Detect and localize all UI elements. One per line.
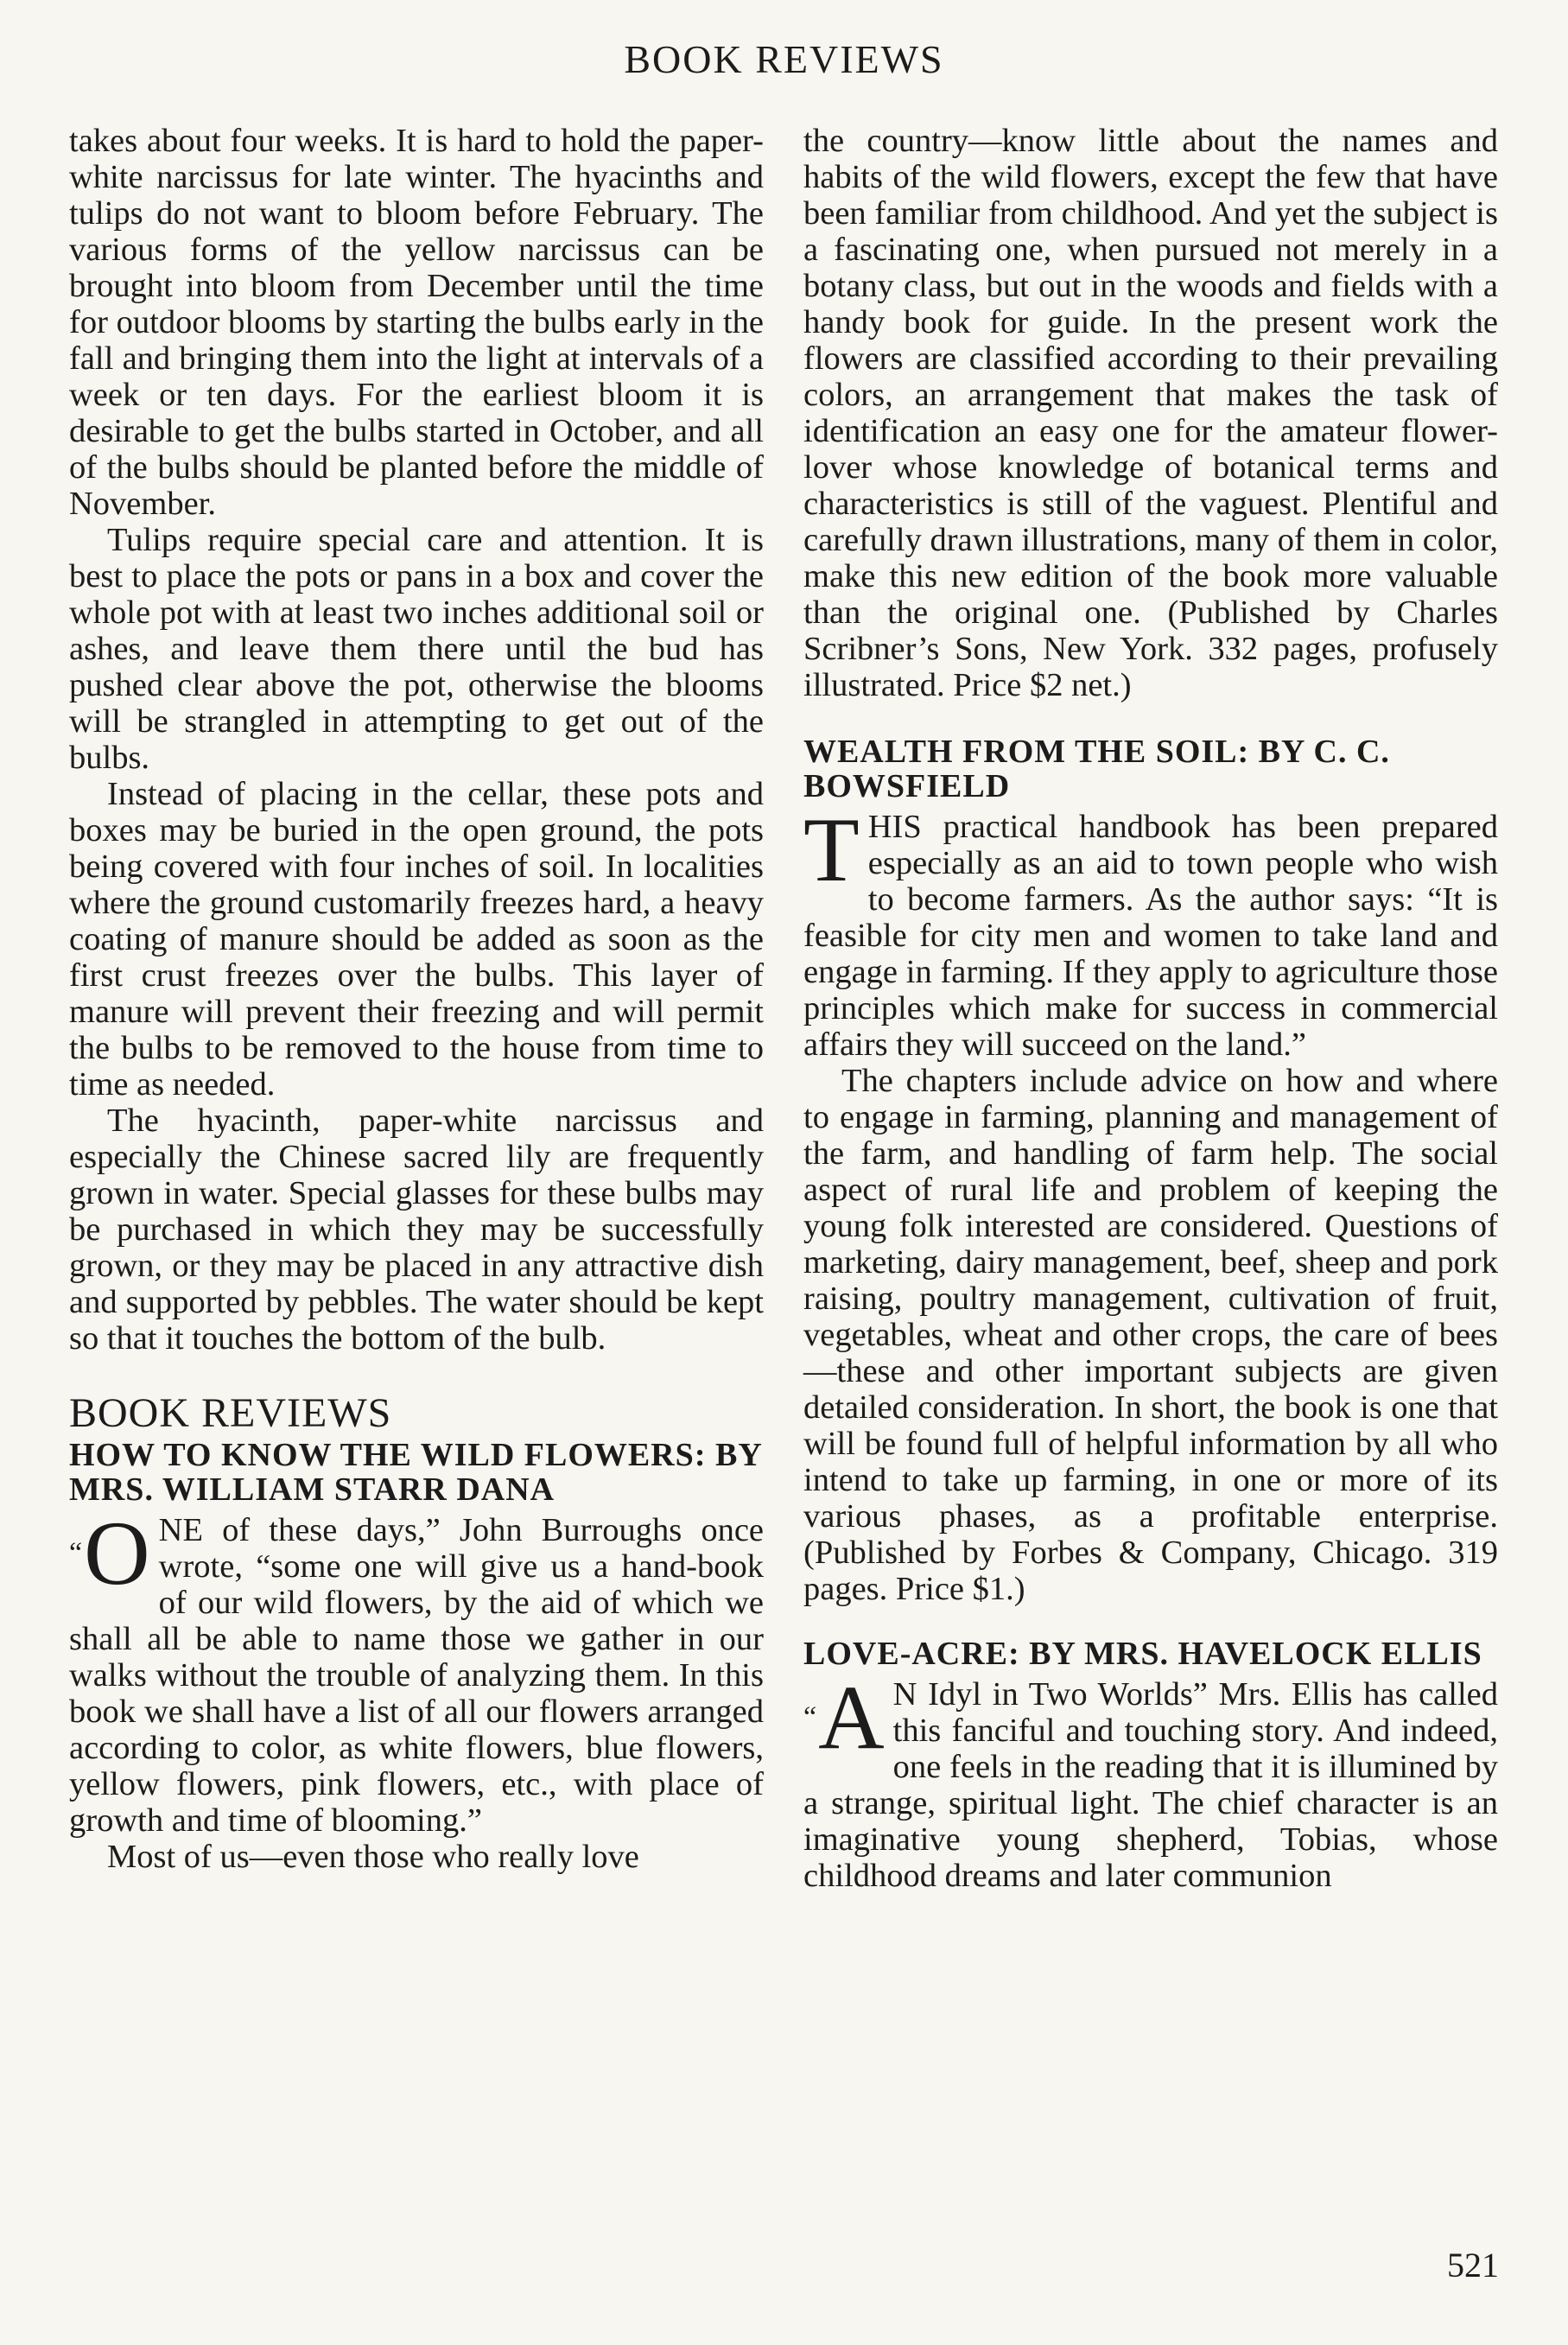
drop-cap (803, 1667, 893, 1768)
right-column (803, 123, 1498, 1894)
open-quote: “ (803, 1701, 817, 1733)
drop-cap-letter: O (84, 1503, 150, 1604)
section-title: BOOK REVIEWS (69, 1390, 392, 1436)
paragraph: The chapters include advice on how and where to engage in farming, planning and management of the farm, and handling of farm help. The social aspect of rural life and problem of keeping the young folk interested are considered. Questions of marketing, dairy management, beef, sheep and pork raising, poultry management, cultivation of fruit, vegetables, wheat and other crops, the care of bees—these and other important subjects are given detailed consideration. In short, the book is one that will be found full of helpful information by all who intend to take up farming, in one or more of its various phases, as a profitable enterprise. (Published by Forbes & Company, Chicago. 319 pages. Price $1.) (803, 1063, 1498, 1607)
review-opening-paragraph (69, 1503, 764, 1839)
paragraph-text: HIS practical handbook has been prepared especially as an aid to town people who wish to become farmers. As the author says: “It is feasible for city men and women to take land and engage in farming. If they apply to agriculture those principles which make for success in commercial affairs they will succeed on the land.” (803, 809, 1498, 1063)
review-title: WEALTH FROM THE SOIL: BY C. C. BOWSFIELD (803, 734, 1390, 804)
running-head: BOOK REVIEWS (624, 37, 944, 81)
review-opening-paragraph (803, 1667, 1498, 1894)
open-quote: “ (69, 1537, 83, 1569)
paragraph: The hyacinth, paper-white narcissus and especially the Chinese sacred lily are frequently grown in water. Special glasses for these bulbs may be purchased in which they may be successfully grown, or they may be placed in any attractive dish and supported by pebbles. The water should be kept so that it touches the bottom of the bulb. (69, 1103, 764, 1357)
review-title: LOVE-ACRE: BY MRS. HAVELOCK ELLIS (803, 1636, 1482, 1672)
page-number: 521 (1447, 2246, 1499, 2285)
paragraph: the country—know little about the names and habits of the wild flowers, except the few that have been familiar from childhood. And yet the subject is a fascinating one, when pursued not merely in a botany class, but out in the woods and fields with a handy book for guide. In the present work the flowers are classified according to their prevailing colors, an arrangement that makes the task of identification an easy one for the amateur flower-lover whose knowledge of botanical terms and characteristics is still of the vaguest. Plentiful and carefully drawn illustrations, many of them in color, make this new edition of the book more valuable than the original one. (Published by Charles Scribner’s Sons, New York. 332 pages, profusely illustrated. Price $2 net.) (803, 123, 1498, 703)
drop-cap-letter: A (818, 1667, 885, 1768)
paragraph: Most of us—even those who really love (107, 1839, 639, 1875)
paragraph: Instead of placing in the cellar, these pots and boxes may be buried in the open ground, the pots being covered with four inches of soil. In localities where the ground customarily freezes hard, a heavy coating of manure should be added as soon as the first crust freezes over the bulbs. This layer of manure will prevent their freezing and will permit the bulbs to be removed to the house from time to time as needed. (69, 776, 764, 1103)
drop-cap (69, 1503, 159, 1604)
drop-cap: T (803, 799, 860, 900)
paragraph: Tulips require special care and attention. It is best to place the pots or pans in a box and cover the whole pot with at least two inches additional soil or ashes, and leave them there until the bud has pushed clear above the pot, otherwise the blooms will be strangled in attempting to get out of the bulbs. (69, 522, 764, 776)
review-title: HOW TO KNOW THE WILD FLOWERS: BY MRS. WILLIAM STARR DANA (69, 1437, 762, 1508)
review-opening-paragraph (803, 799, 1498, 1063)
paragraph: takes about four weeks. It is hard to hold the paper-white narcissus for late winter. The hyacinths and tulips do not want to bloom before February. The various forms of the yellow narcissus can be brought into bloom from December until the time for outdoor blooms by starting the bulbs early in the fall and bringing them into the light at intervals of a week or ten days. For the earliest bloom it is desirable to get the bulbs started in October, and all of the bulbs should be planted before the middle of November. (69, 123, 764, 522)
left-column (69, 123, 764, 1875)
paragraph-text: NE of these days,” John Burroughs once wrote, “some one will give us a hand-book of our wild flowers, by the aid of which we shall all be able to name those we gather in our walks without the trouble of analyzing them. In this book we shall have a list of all our flowers arranged according to color, as white flowers, blue flowers, yellow flowers, pink flowers, etc., with place of growth and time of blooming.” (69, 1512, 764, 1839)
paragraph-text: N Idyl in Two Worlds” Mrs. Ellis has called this fanciful and touching story. And indeed, one feels in the reading that it is illumined by a strange, spiritual light. The chief character is an imaginative young shepherd, Tobias, whose childhood dreams and later communion (803, 1676, 1498, 1894)
